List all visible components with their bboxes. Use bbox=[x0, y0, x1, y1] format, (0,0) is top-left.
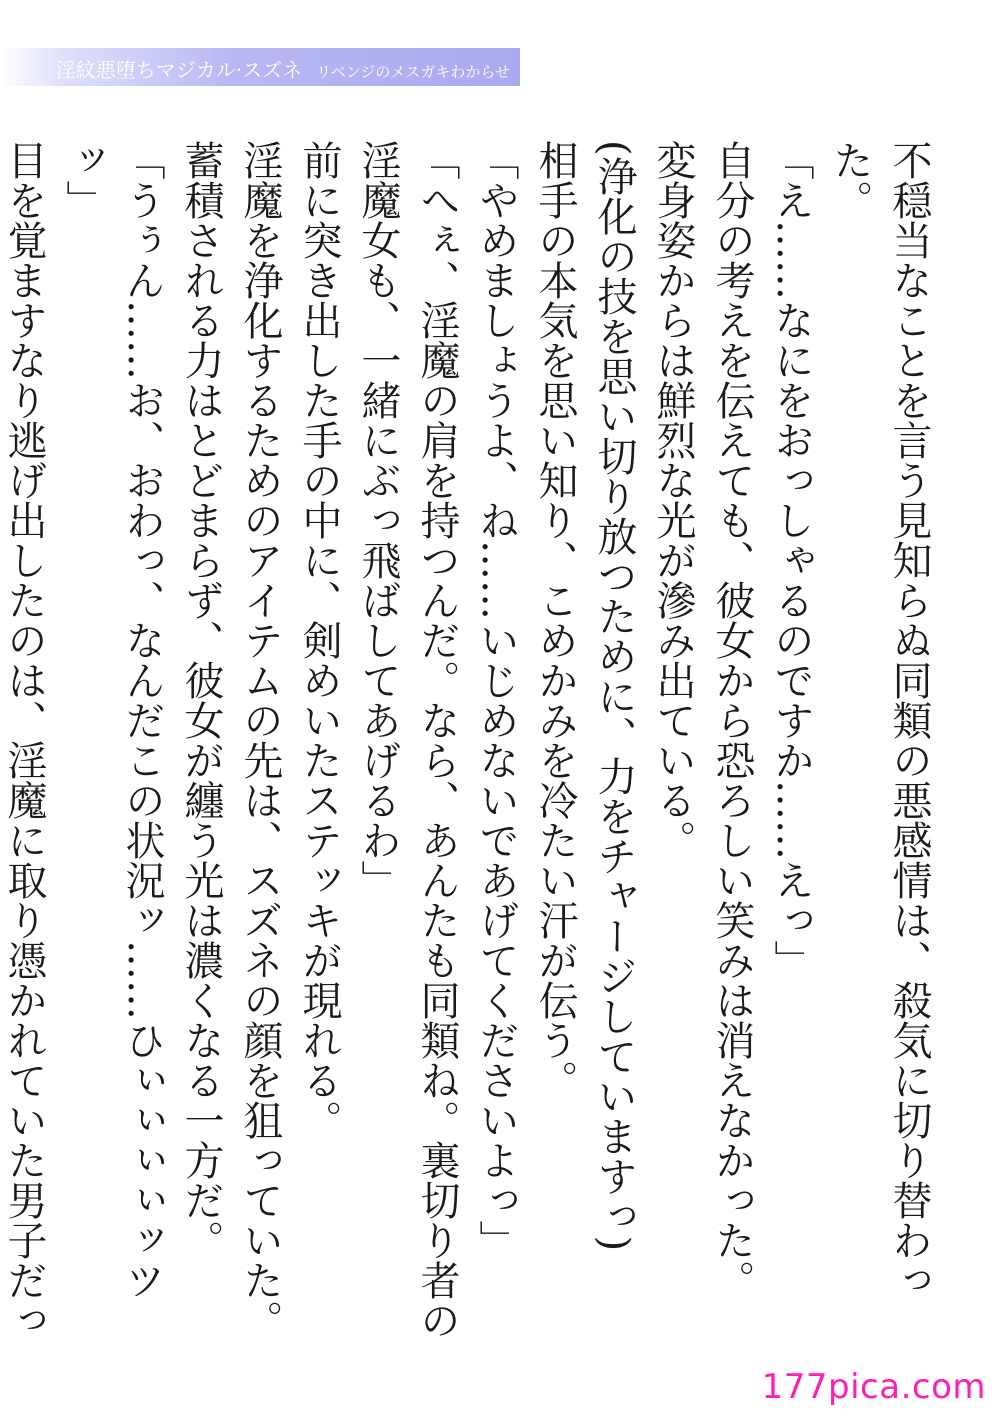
paragraph: 前に突き出した手の中に、剣めいたステッキが現れる。 bbox=[296, 140, 342, 1140]
book-subtitle: リベンジのメスガキわからせ bbox=[316, 63, 510, 81]
paragraph: 不穏当なことを言う見知らぬ同類の悪感情は、殺気に切り替わった。 bbox=[827, 140, 932, 1300]
paragraph: (浄化の技を思い切り放つために、力をチャージしていますっ) bbox=[591, 140, 637, 1252]
paragraph: 淫魔を浄化するためのアイテムの先は、スズネの顔を狙っていた。蓄積される力はとどまらず、彼女が纏う光は濃くなる一方だ。 bbox=[178, 140, 283, 1340]
paragraph: 「うぅん……お、おわっ、なんだこの状況ッ……ひぃぃぃぃッツッ」 bbox=[60, 140, 165, 1300]
paragraph: 相手の本気を思い知り、こめかみを冷たい汗が伝う。 bbox=[532, 140, 578, 1100]
paragraph: 自分の考えを伝えても、彼女から恐ろしい笑みは消えなかった。 bbox=[709, 140, 755, 1300]
running-header bbox=[0, 48, 520, 86]
vertical-body-text bbox=[1, 140, 938, 1340]
paragraph: 「へぇ、淫魔の肩を持つんだ。なら、あんたも同類ね。裏切り者の淫魔女も、一緒にぶっ飛ばしてあげるわ」 bbox=[355, 140, 460, 1340]
paragraph: 変身姿からは鮮烈な光が滲み出ている。 bbox=[650, 140, 696, 860]
paragraph: 「やめましょうよ、ね……いじめないであげてくださいよっ」 bbox=[473, 140, 519, 1260]
site-watermark: 177pica.com bbox=[761, 1367, 986, 1407]
book-title: 淫紋悪堕ちマジカル·スズネ bbox=[55, 58, 303, 82]
paragraph: 目を覚ますなり逃げ出したのは、淫魔に取り憑かれていた男子だっ bbox=[1, 140, 47, 1340]
running-header-text bbox=[56, 54, 510, 82]
paragraph: 「え……なにをおっしゃるのですか……えっ」 bbox=[768, 140, 814, 980]
